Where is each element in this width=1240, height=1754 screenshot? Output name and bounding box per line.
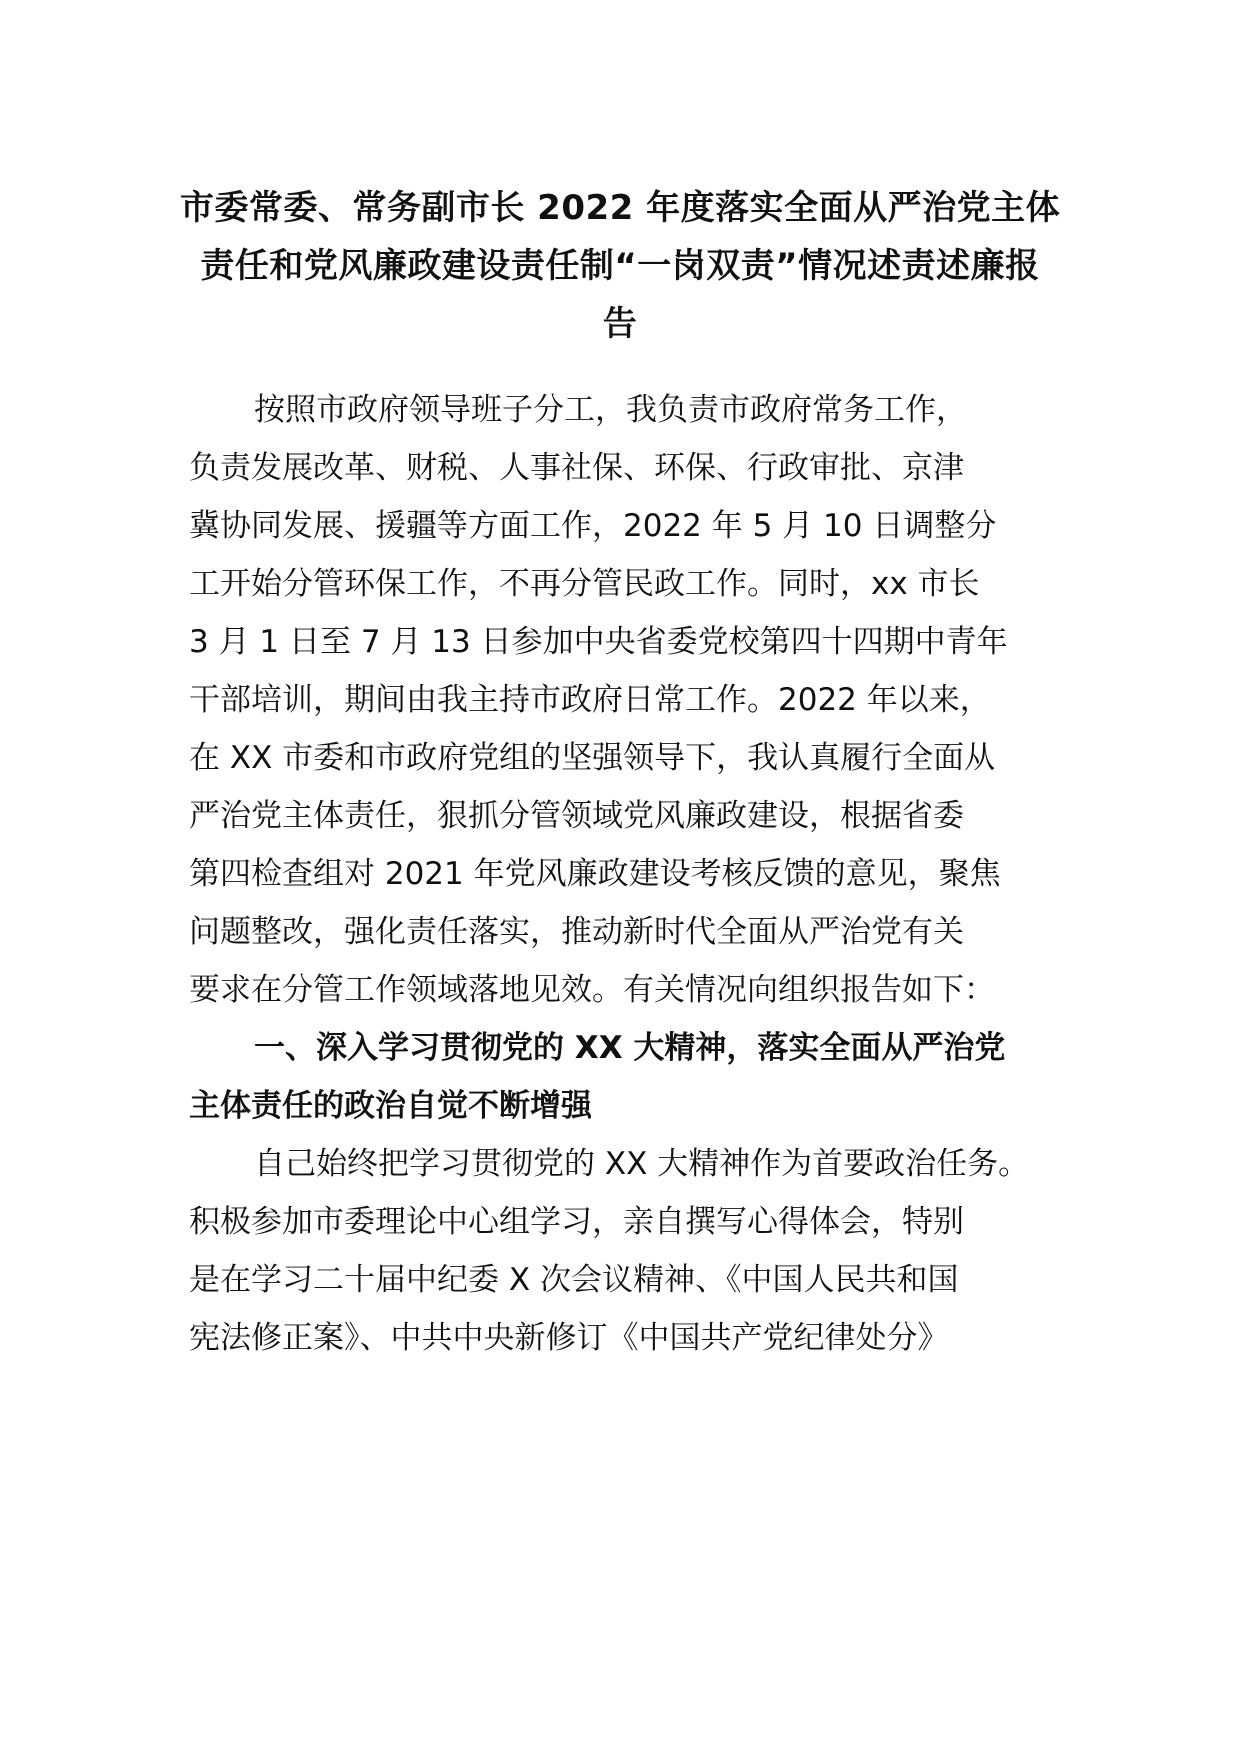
document-title-line-1: 市委常委、常务副市长 2022 年度落实全面从严治党主体 xyxy=(179,188,1061,228)
intro-line: 问题整改，强化责任落实，推动新时代全面从严治党有关 xyxy=(189,914,964,950)
body-line: 是在学习二十届中纪委 X 次会议精神、《中国人民共和国 xyxy=(189,1262,959,1298)
intro-line: 工开始分管环保工作，不再分管民政工作。同时，xx 市长 xyxy=(189,566,980,602)
intro-line: 3 月 1 日至 7 月 13 日参加中央省委党校第四十四期中青年 xyxy=(189,624,1008,660)
document-title-line-2: 责任和党风廉政建设责任制“一岗双责”情况述责述廉报 xyxy=(200,246,1040,286)
intro-line: 要求在分管工作领域落地见效。有关情况向组织报告如下： xyxy=(189,972,995,1008)
body-line: 宪法修正案》、中共中央新修订《中国共产党纪律处分》 xyxy=(189,1320,949,1356)
section-heading: 主体责任的政治自觉不断增强 xyxy=(189,1088,592,1124)
section-heading: 一、深入学习贯彻党的 XX 大精神，落实全面从严治党 xyxy=(254,1030,1006,1066)
intro-line: 第四检查组对 2021 年党风廉政建设考核反馈的意见，聚焦 xyxy=(189,856,1001,892)
body-line: 自己始终把学习贯彻党的 XX 大精神作为首要政治任务。 xyxy=(254,1146,1030,1182)
document-title-line-3: 告 xyxy=(602,304,638,344)
intro-line: 按照市政府领导班子分工，我负责市政府常务工作， xyxy=(254,392,967,428)
intro-line: 负责发展改革、财税、人事社保、环保、行政审批、京津 xyxy=(189,450,964,486)
intro-line: 在 XX 市委和市政府党组的坚强领导下，我认真履行全面从 xyxy=(189,740,996,776)
intro-line: 冀协同发展、援疆等方面工作，2022 年 5 月 10 日调整分 xyxy=(189,508,997,544)
intro-line: 干部培训，期间由我主持市政府日常工作。2022 年以来， xyxy=(189,682,991,718)
body-line: 积极参加市委理论中心组学习，亲自撰写心得体会，特别 xyxy=(189,1204,964,1240)
intro-line: 严治党主体责任，狠抓分管领域党风廉政建设，根据省委 xyxy=(189,798,964,834)
